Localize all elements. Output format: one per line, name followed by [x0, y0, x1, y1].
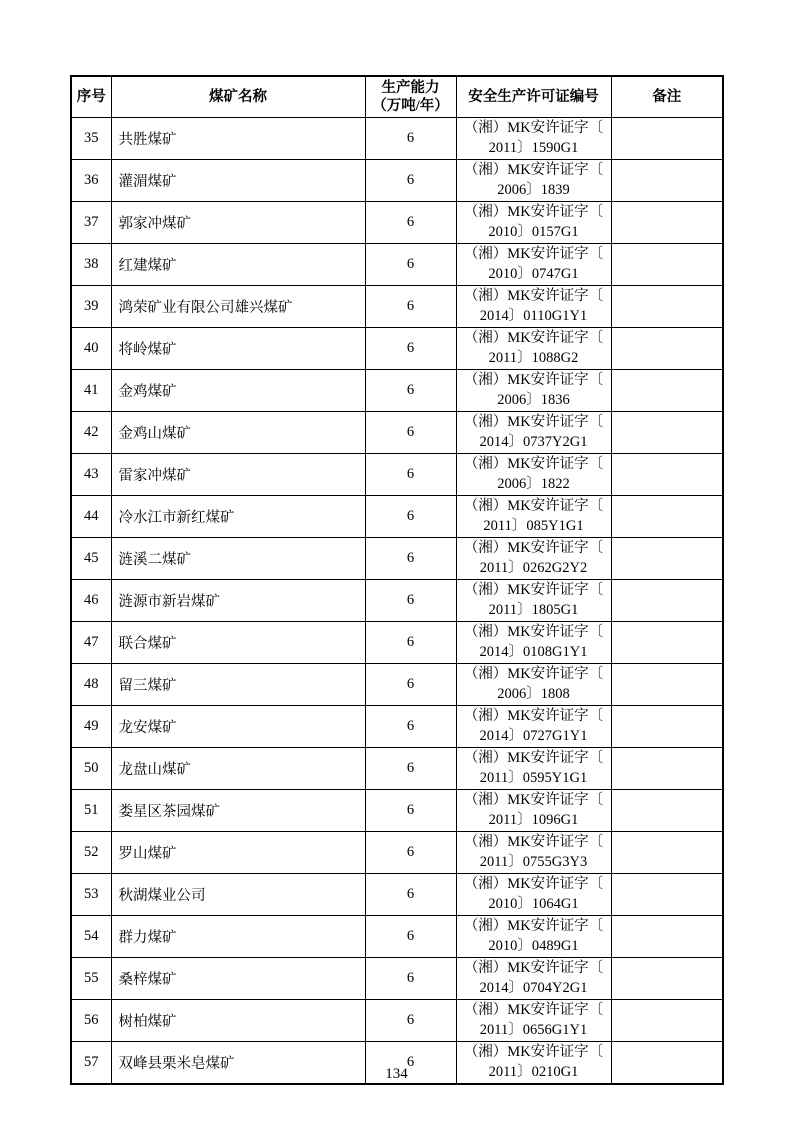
- cell-license: [456, 412, 611, 454]
- cell-remark: [611, 496, 723, 538]
- cell-capacity: 6: [365, 916, 456, 958]
- cell-license: [456, 160, 611, 202]
- table-row: [71, 328, 723, 370]
- cell-license-line1: （湘）MK安许证字〔: [463, 498, 604, 515]
- cell-capacity: 6: [365, 454, 456, 496]
- cell-capacity: 6: [365, 244, 456, 286]
- header-mine-name: 煤矿名称: [111, 76, 365, 118]
- cell-license-line1: （湘）MK安许证字〔: [463, 246, 604, 263]
- cell-remark: [611, 832, 723, 874]
- cell-license-line1: （湘）MK安许证字〔: [463, 120, 604, 137]
- cell-capacity: 6: [365, 1000, 456, 1042]
- cell-capacity: 6: [365, 118, 456, 160]
- cell-license-line1: （湘）MK安许证字〔: [463, 792, 604, 809]
- cell-license: [456, 328, 611, 370]
- cell-license-line1: （湘）MK安许证字〔: [463, 204, 604, 221]
- table-row: [71, 664, 723, 706]
- cell-license-line2: 2014〕0727G1Y1: [479, 727, 588, 744]
- cell-capacity: 6: [365, 286, 456, 328]
- cell-license: [456, 916, 611, 958]
- cell-remark: [611, 748, 723, 790]
- cell-license-line1: （湘）MK安许证字〔: [463, 162, 604, 179]
- cell-capacity: 6: [365, 160, 456, 202]
- cell-remark: [611, 790, 723, 832]
- cell-remark: [611, 328, 723, 370]
- cell-license-line1: （湘）MK安许证字〔: [463, 666, 604, 683]
- table-row: [71, 538, 723, 580]
- cell-license-line1: （湘）MK安许证字〔: [463, 372, 604, 389]
- table-row: [71, 118, 723, 160]
- cell-license-line2: 2011〕0656G1Y1: [479, 1021, 588, 1038]
- table-row: [71, 958, 723, 1000]
- cell-license: [456, 958, 611, 1000]
- cell-capacity: 6: [365, 328, 456, 370]
- cell-license: [456, 622, 611, 664]
- cell-mine-name: 将岭煤矿: [111, 328, 365, 370]
- cell-license-line2: 2010〕0489G1: [488, 937, 579, 954]
- cell-seq: 38: [71, 244, 111, 286]
- cell-seq: 54: [71, 916, 111, 958]
- cell-license-line2: 2006〕1822: [497, 475, 570, 492]
- cell-mine-name: 罗山煤矿: [111, 832, 365, 874]
- cell-license-line2: 2014〕0110G1Y1: [479, 307, 588, 324]
- cell-license-line1: （湘）MK安许证字〔: [463, 834, 604, 851]
- page-number: 134: [385, 1066, 408, 1082]
- cell-license-line1: （湘）MK安许证字〔: [463, 876, 604, 893]
- cell-capacity: 6: [365, 622, 456, 664]
- cell-mine-name: 双峰县栗米皂煤矿: [111, 1042, 365, 1085]
- cell-seq: 55: [71, 958, 111, 1000]
- cell-mine-name: 金鸡山煤矿: [111, 412, 365, 454]
- cell-license-line2: 2014〕0108G1Y1: [479, 643, 588, 660]
- cell-license-line2: 2011〕0210G1: [488, 1063, 579, 1080]
- cell-remark: [611, 538, 723, 580]
- table-row: [71, 1000, 723, 1042]
- table-row: [71, 370, 723, 412]
- cell-license: [456, 496, 611, 538]
- cell-license: [456, 454, 611, 496]
- cell-seq: 45: [71, 538, 111, 580]
- cell-license-line2: 2014〕0704Y2G1: [479, 979, 588, 996]
- cell-remark: [611, 622, 723, 664]
- cell-remark: [611, 664, 723, 706]
- cell-license: [456, 118, 611, 160]
- cell-remark: [611, 370, 723, 412]
- cell-license-line2: 2011〕1096G1: [488, 811, 579, 828]
- cell-seq: 42: [71, 412, 111, 454]
- cell-remark: [611, 916, 723, 958]
- table-row: [71, 874, 723, 916]
- cell-license-line1: （湘）MK安许证字〔: [463, 624, 604, 641]
- cell-capacity: 6: [365, 832, 456, 874]
- cell-seq: 43: [71, 454, 111, 496]
- cell-mine-name: 共胜煤矿: [111, 118, 365, 160]
- cell-mine-name: 灌湄煤矿: [111, 160, 365, 202]
- cell-mine-name: 龙盘山煤矿: [111, 748, 365, 790]
- cell-seq: 39: [71, 286, 111, 328]
- cell-license-line1: （湘）MK安许证字〔: [463, 330, 604, 347]
- cell-license: [456, 370, 611, 412]
- cell-license-line2: 2006〕1836: [497, 391, 570, 408]
- cell-license-line2: 2010〕0747G1: [488, 265, 579, 282]
- cell-seq: 46: [71, 580, 111, 622]
- cell-capacity: 6: [365, 874, 456, 916]
- cell-mine-name: 郭家冲煤矿: [111, 202, 365, 244]
- cell-license: [456, 580, 611, 622]
- cell-license: [456, 748, 611, 790]
- cell-license: [456, 286, 611, 328]
- cell-license-line2: 2011〕1805G1: [488, 601, 579, 618]
- cell-mine-name: 留三煤矿: [111, 664, 365, 706]
- cell-mine-name: 娄星区茶园煤矿: [111, 790, 365, 832]
- cell-license-line2: 2006〕1808: [497, 685, 570, 702]
- cell-license-line2: 2011〕1088G2: [488, 349, 579, 366]
- cell-seq: 37: [71, 202, 111, 244]
- cell-license-line1: （湘）MK安许证字〔: [463, 582, 604, 599]
- cell-seq: 47: [71, 622, 111, 664]
- cell-license-line2: 2010〕0157G1: [488, 223, 579, 240]
- cell-capacity: 6: [365, 538, 456, 580]
- header-seq: 序号: [71, 76, 111, 118]
- cell-license-line1: （湘）MK安许证字〔: [463, 456, 604, 473]
- cell-license-line1: （湘）MK安许证字〔: [463, 288, 604, 305]
- cell-mine-name: 群力煤矿: [111, 916, 365, 958]
- cell-mine-name: 鸿荣矿业有限公司雄兴煤矿: [111, 286, 365, 328]
- cell-capacity: 6: [365, 790, 456, 832]
- cell-license-line1: （湘）MK安许证字〔: [463, 918, 604, 935]
- cell-seq: 50: [71, 748, 111, 790]
- cell-license-line2: 2011〕1590G1: [488, 139, 579, 156]
- cell-license: [456, 1000, 611, 1042]
- coal-mine-table: [70, 75, 724, 1085]
- cell-capacity: 6: [365, 496, 456, 538]
- cell-capacity: 6: [365, 958, 456, 1000]
- cell-mine-name: 红建煤矿: [111, 244, 365, 286]
- cell-seq: 53: [71, 874, 111, 916]
- cell-capacity: 6: [365, 664, 456, 706]
- header-capacity: [365, 76, 456, 118]
- cell-mine-name: 涟溪二煤矿: [111, 538, 365, 580]
- cell-license-line2: 2011〕0262G2Y2: [479, 559, 588, 576]
- table-body: [71, 118, 723, 1085]
- table-row: [71, 412, 723, 454]
- cell-seq: 40: [71, 328, 111, 370]
- cell-license-line2: 2011〕0755G3Y3: [479, 853, 588, 870]
- cell-mine-name: 金鸡煤矿: [111, 370, 365, 412]
- cell-remark: [611, 580, 723, 622]
- cell-license-line2: 2011〕0595Y1G1: [479, 769, 588, 786]
- cell-seq: 49: [71, 706, 111, 748]
- table-row: [71, 748, 723, 790]
- cell-license: [456, 706, 611, 748]
- cell-license: [456, 538, 611, 580]
- cell-mine-name: 树柏煤矿: [111, 1000, 365, 1042]
- cell-mine-name: 龙安煤矿: [111, 706, 365, 748]
- cell-license-line2: 2006〕1839: [497, 181, 570, 198]
- cell-license-line1: （湘）MK安许证字〔: [463, 1002, 604, 1019]
- cell-capacity: 6: [365, 202, 456, 244]
- cell-license-line2: 2011〕085Y1G1: [483, 517, 584, 534]
- table-row: [71, 244, 723, 286]
- table-row: [71, 202, 723, 244]
- table-row: [71, 496, 723, 538]
- cell-seq: 57: [71, 1042, 111, 1085]
- cell-remark: [611, 958, 723, 1000]
- cell-license-line1: （湘）MK安许证字〔: [463, 540, 604, 557]
- cell-seq: 52: [71, 832, 111, 874]
- table-row: [71, 160, 723, 202]
- cell-remark: [611, 244, 723, 286]
- cell-seq: 51: [71, 790, 111, 832]
- table-row: [71, 916, 723, 958]
- cell-seq: 41: [71, 370, 111, 412]
- table-row: [71, 790, 723, 832]
- header-capacity-line1: 生产能力: [381, 79, 440, 96]
- cell-license: [456, 874, 611, 916]
- cell-license: [456, 202, 611, 244]
- cell-remark: [611, 118, 723, 160]
- cell-remark: [611, 412, 723, 454]
- cell-remark: [611, 160, 723, 202]
- cell-license-line1: （湘）MK安许证字〔: [463, 960, 604, 977]
- table-row: [71, 622, 723, 664]
- cell-mine-name: 涟源市新岩煤矿: [111, 580, 365, 622]
- cell-remark: [611, 286, 723, 328]
- header-license: 安全生产许可证编号: [456, 76, 611, 118]
- cell-license: [456, 832, 611, 874]
- cell-mine-name: 秋湖煤业公司: [111, 874, 365, 916]
- cell-remark: [611, 874, 723, 916]
- cell-license: [456, 664, 611, 706]
- cell-mine-name: 联合煤矿: [111, 622, 365, 664]
- cell-license-line1: （湘）MK安许证字〔: [463, 708, 604, 725]
- cell-seq: 35: [71, 118, 111, 160]
- header-remark: 备注: [611, 76, 723, 118]
- cell-remark: [611, 454, 723, 496]
- cell-remark: [611, 202, 723, 244]
- table-row: [71, 286, 723, 328]
- header-capacity-line2: （万吨/年）: [372, 98, 449, 114]
- cell-license: [456, 244, 611, 286]
- cell-capacity: 6: [365, 580, 456, 622]
- table-row: [71, 580, 723, 622]
- cell-license-line1: （湘）MK安许证字〔: [463, 414, 604, 431]
- cell-mine-name: 冷水江市新红煤矿: [111, 496, 365, 538]
- cell-capacity: 6: [365, 748, 456, 790]
- cell-seq: 44: [71, 496, 111, 538]
- table-row: [71, 832, 723, 874]
- table-row: [71, 454, 723, 496]
- cell-license-line1: （湘）MK安许证字〔: [463, 750, 604, 767]
- cell-remark: [611, 1000, 723, 1042]
- cell-mine-name: 桑梓煤矿: [111, 958, 365, 1000]
- cell-capacity: 6: [365, 412, 456, 454]
- cell-seq: 36: [71, 160, 111, 202]
- cell-remark: [611, 706, 723, 748]
- cell-seq: 56: [71, 1000, 111, 1042]
- cell-mine-name: 雷家冲煤矿: [111, 454, 365, 496]
- cell-capacity: 6: [365, 1042, 456, 1085]
- table-header-row: [71, 76, 723, 118]
- cell-license-line2: 2010〕1064G1: [488, 895, 579, 912]
- table-row: [71, 706, 723, 748]
- cell-license-line1: （湘）MK安许证字〔: [463, 1044, 604, 1061]
- cell-license-line2: 2014〕0737Y2G1: [479, 433, 588, 450]
- cell-seq: 48: [71, 664, 111, 706]
- cell-capacity: 6: [365, 370, 456, 412]
- cell-license: [456, 790, 611, 832]
- cell-capacity: 6: [365, 706, 456, 748]
